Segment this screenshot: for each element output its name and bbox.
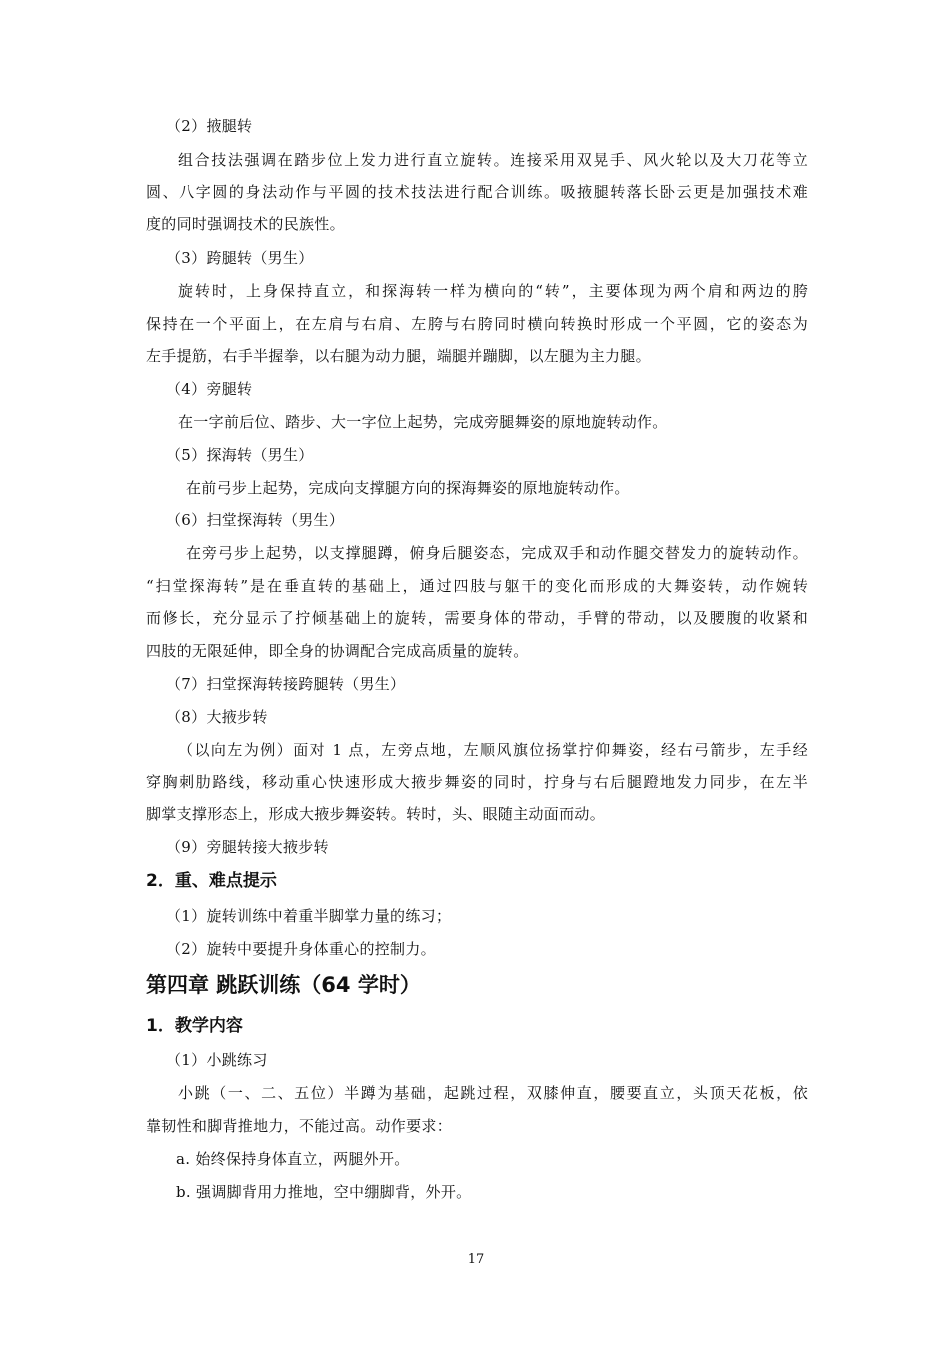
subheading-ye-tui-zhuan: （2）掖腿转 (166, 117, 253, 135)
paragraph-line: 旋转时，上身保持直立，和探海转一样为横向的“转”，主要体现为两个肩和两边的胯 (178, 282, 808, 300)
subheading-da-ye-bu-zhuan: （8）大掖步转 (166, 708, 268, 726)
subheading-sao-tang-jie-kua-tui: （7）扫堂探海转接跨腿转（男生） (166, 675, 406, 693)
paragraph-line: 小跳（一、二、五位）半蹲为基础，起跳过程，双膝伸直，腰要直立，头顶天花板，依 (178, 1084, 808, 1102)
list-item: b. 强调脚背用力推地，空中绷脚背，外开。 (176, 1183, 472, 1201)
subheading-kua-tui-zhuan: （3）跨腿转（男生） (166, 249, 314, 267)
subheading-sao-tang-tan-hai-zhuan: （6）扫堂探海转（男生） (166, 511, 345, 529)
paragraph-line: 脚掌支撑形态上，形成大掖步舞姿转。转时，头、眼随主动面而动。 (146, 805, 606, 823)
paragraph-line: 而修长，充分显示了拧倾基础上的旋转，需要身体的带动，手臂的带动，以及腰腹的收紧和 (146, 609, 808, 627)
page-number: 17 (467, 1252, 485, 1267)
paragraph-line: 组合技法强调在踏步位上发力进行直立旋转。连接采用双晃手、风火轮以及大刀花等立 (178, 151, 808, 169)
paragraph-line: 保持在一个平面上，在左肩与右肩、左胯与右胯同时横向转换时形成一个平圆，它的姿态为 (146, 315, 808, 333)
list-item: a. 始终保持身体直立，两腿外开。 (176, 1150, 410, 1168)
paragraph-line: 四肢的无限延伸，即全身的协调配合完成高质量的旋转。 (146, 642, 529, 660)
paragraph-line: （以向左为例）面对 1 点，左旁点地，左顺风旗位扬掌拧仰舞姿，经右弓箭步，左手经 (178, 741, 808, 759)
paragraph-line: 圆、八字圆的身法动作与平圆的技术技法进行配合训练。吸掖腿转落长卧云更是加强技术难 (146, 183, 808, 201)
list-item: （1）旋转训练中着重半脚掌力量的练习； (166, 907, 452, 925)
subheading-tan-hai-zhuan: （5）探海转（男生） (166, 446, 314, 464)
section-heading-key-points: 2．重、难点提示 (146, 871, 277, 891)
list-item: （2）旋转中要提升身体重心的控制力。 (166, 940, 436, 958)
paragraph-line: 在旁弓步上起势，以支撑腿蹲，俯身后腿姿态，完成双手和动作腿交替发力的旋转动作。 (186, 544, 808, 562)
chapter-heading: 第四章 跳跃训练（64 学时） (146, 973, 421, 997)
subheading-small-jump: （1）小跳练习 (166, 1051, 268, 1069)
paragraph-line: 左手提筋，右手半握拳，以右腿为动力腿，端腿并蹦脚，以左腿为主力腿。 (146, 347, 651, 365)
paragraph-line: “扫堂探海转”是在垂直转的基础上，通过四肢与躯干的变化而形成的大舞姿转，动作婉转 (146, 577, 808, 595)
paragraph-line: 在一字前后位、踏步、大一字位上起势，完成旁腿舞姿的原地旋转动作。 (178, 413, 668, 431)
subheading-pang-tui-zhuan: （4）旁腿转 (166, 380, 253, 398)
paragraph-line: 靠韧性和脚背推地力，不能过高。动作要求： (146, 1117, 453, 1135)
subheading-pang-tui-jie-da-ye-bu: （9）旁腿转接大掖步转 (166, 838, 329, 856)
paragraph-line: 度的同时强调技术的民族性。 (146, 215, 345, 233)
paragraph-line: 穿胸刺肋路线，移动重心快速形成大掖步舞姿的同时，拧身与右后腿蹬地发力同步，在左半 (146, 773, 808, 791)
section-heading-teaching-content: 1．教学内容 (146, 1016, 243, 1036)
paragraph-line: 在前弓步上起势，完成向支撑腿方向的探海舞姿的原地旋转动作。 (186, 479, 630, 497)
